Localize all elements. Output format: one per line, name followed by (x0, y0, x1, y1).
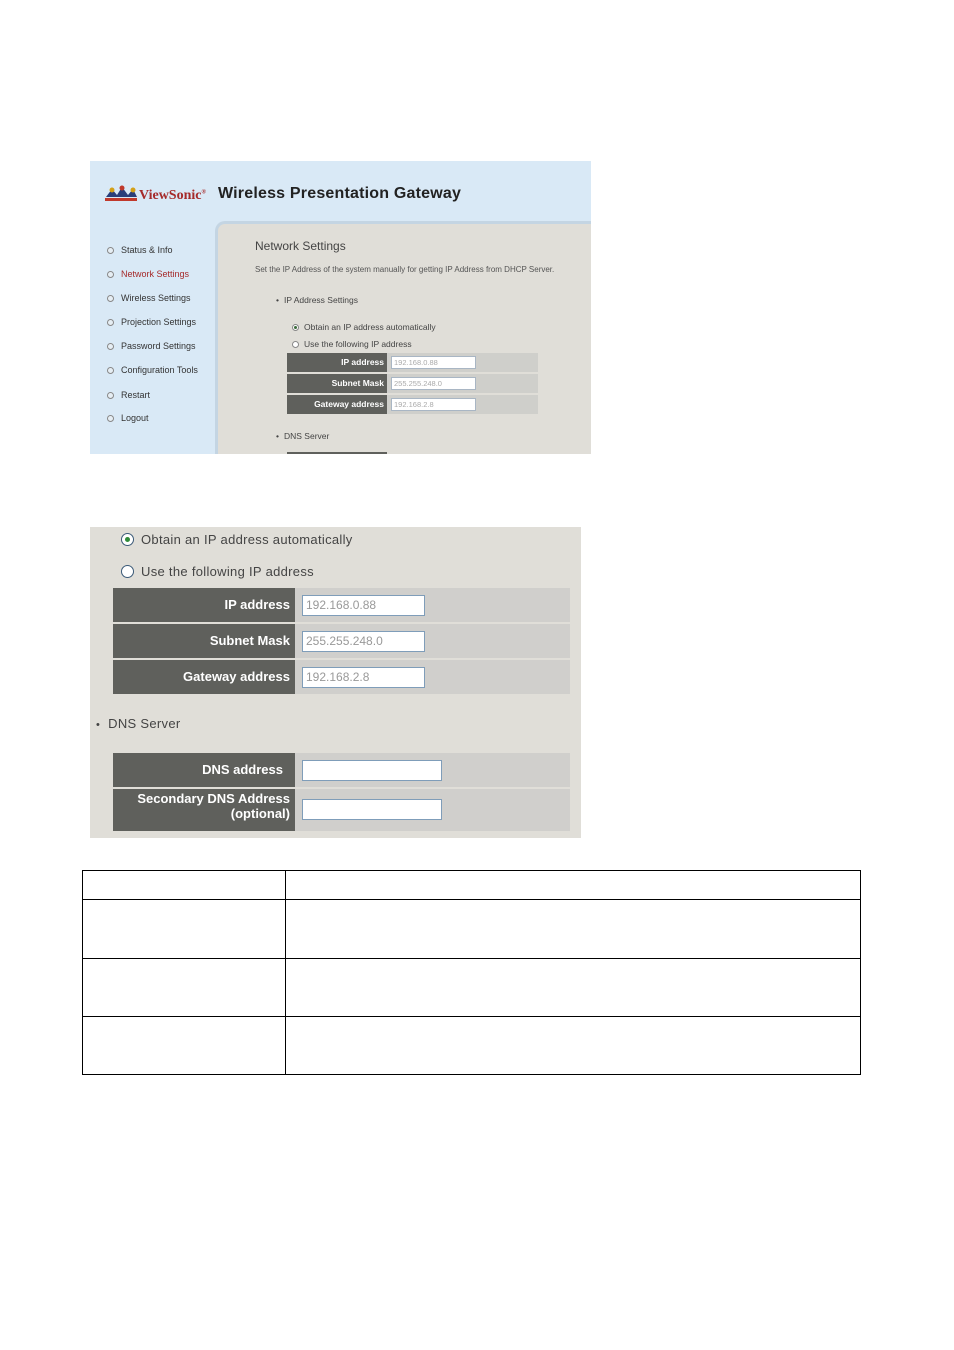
radio-use-following[interactable] (292, 339, 412, 349)
table-cell (83, 900, 286, 959)
field-label: Subnet Mask (287, 374, 387, 393)
bullet-icon (107, 295, 114, 302)
section-title-dns: • DNS Server (96, 716, 181, 731)
radio-label: Use the following IP address (141, 564, 314, 579)
description-table (82, 870, 861, 1075)
radio-obtain-auto[interactable] (121, 532, 353, 547)
bullet-icon (107, 367, 114, 374)
web-ui-screenshot-full (90, 161, 591, 454)
table-cell (286, 1017, 861, 1075)
bullet-icon (107, 392, 114, 399)
sidebar-item-logout[interactable]: Logout (107, 413, 149, 423)
radio-unselected-icon (121, 565, 134, 578)
subnet-mask-input[interactable]: 255.255.248.0 (391, 377, 476, 390)
section-title-ip-settings: • IP Address Settings (276, 295, 358, 305)
sidebar-item-network-settings[interactable]: Network Settings (107, 269, 189, 279)
content-panel (215, 221, 591, 454)
viewsonic-birds-logo-icon (104, 183, 138, 203)
app-header (90, 161, 591, 223)
table-cell (286, 900, 861, 959)
radio-label: Obtain an IP address automatically (304, 322, 436, 332)
gateway-address-input[interactable]: 192.168.2.8 (302, 667, 425, 688)
table-cell (83, 1017, 286, 1075)
bullet-icon (107, 343, 114, 350)
app-title: Wireless Presentation Gateway (218, 185, 462, 202)
radio-selected-icon (121, 533, 134, 546)
field-row-ip-address (113, 588, 570, 622)
radio-label: Use the following IP address (304, 339, 412, 349)
sidebar (90, 223, 215, 454)
bullet-icon (107, 271, 114, 278)
field-row-dns-address (113, 753, 570, 787)
field-row-gateway (287, 395, 538, 414)
subnet-mask-input[interactable]: 255.255.248.0 (302, 631, 425, 652)
bullet-icon (107, 415, 114, 422)
brand-logo-text: ViewSonic® (139, 188, 206, 203)
field-label: Gateway address (113, 660, 295, 694)
field-row-secondary-dns (113, 789, 570, 831)
field-row-gateway (113, 660, 570, 694)
ip-address-input[interactable]: 192.168.0.88 (302, 595, 425, 616)
dns-address-input[interactable] (302, 760, 442, 781)
section-title-dns: • DNS Server (276, 431, 329, 441)
page-title: Network Settings (255, 239, 346, 253)
radio-obtain-auto[interactable] (292, 322, 436, 332)
table-cell (83, 871, 286, 900)
radio-use-following[interactable] (121, 564, 314, 579)
field-label: Gateway address (287, 395, 387, 414)
field-label: DNS address (113, 753, 295, 787)
field-row-subnet-mask (287, 374, 538, 393)
gateway-address-input[interactable]: 192.168.2.8 (391, 398, 476, 411)
field-row-subnet-mask (113, 624, 570, 658)
table-row (83, 959, 861, 1017)
radio-selected-icon (292, 324, 299, 331)
page-description: Set the IP Address of the system manually for getting IP Address from DHCP Server. (255, 265, 555, 274)
table-row (83, 871, 861, 900)
field-label-line1: Secondary DNS Address (137, 791, 290, 806)
sidebar-item-wireless-settings[interactable]: Wireless Settings (107, 293, 191, 303)
field-label: IP address (113, 588, 295, 622)
table-row (83, 900, 861, 959)
field-row-ip-address (287, 353, 538, 372)
radio-label: Obtain an IP address automatically (141, 532, 353, 547)
sidebar-item-projection-settings[interactable]: Projection Settings (107, 317, 196, 327)
radio-unselected-icon (292, 341, 299, 348)
field-label-line2: (optional) (230, 806, 290, 821)
field-label: IP address (287, 353, 387, 372)
field-label (113, 789, 295, 831)
bullet-icon (107, 319, 114, 326)
ip-address-input[interactable]: 192.168.0.88 (391, 356, 476, 369)
field-label: Subnet Mask (113, 624, 295, 658)
dns-row-cutoff (287, 452, 387, 454)
table-cell (286, 959, 861, 1017)
bullet-icon (107, 247, 114, 254)
table-cell (286, 871, 861, 900)
sidebar-item-configuration-tools[interactable]: Configuration Tools (107, 365, 198, 375)
sidebar-item-status-info[interactable]: Status & Info (107, 245, 173, 255)
secondary-dns-input[interactable] (302, 799, 442, 820)
sidebar-item-password-settings[interactable]: Password Settings (107, 341, 196, 351)
sidebar-item-restart[interactable]: Restart (107, 390, 150, 400)
table-row (83, 1017, 861, 1075)
table-cell (83, 959, 286, 1017)
web-ui-screenshot-zoomed (90, 527, 581, 838)
